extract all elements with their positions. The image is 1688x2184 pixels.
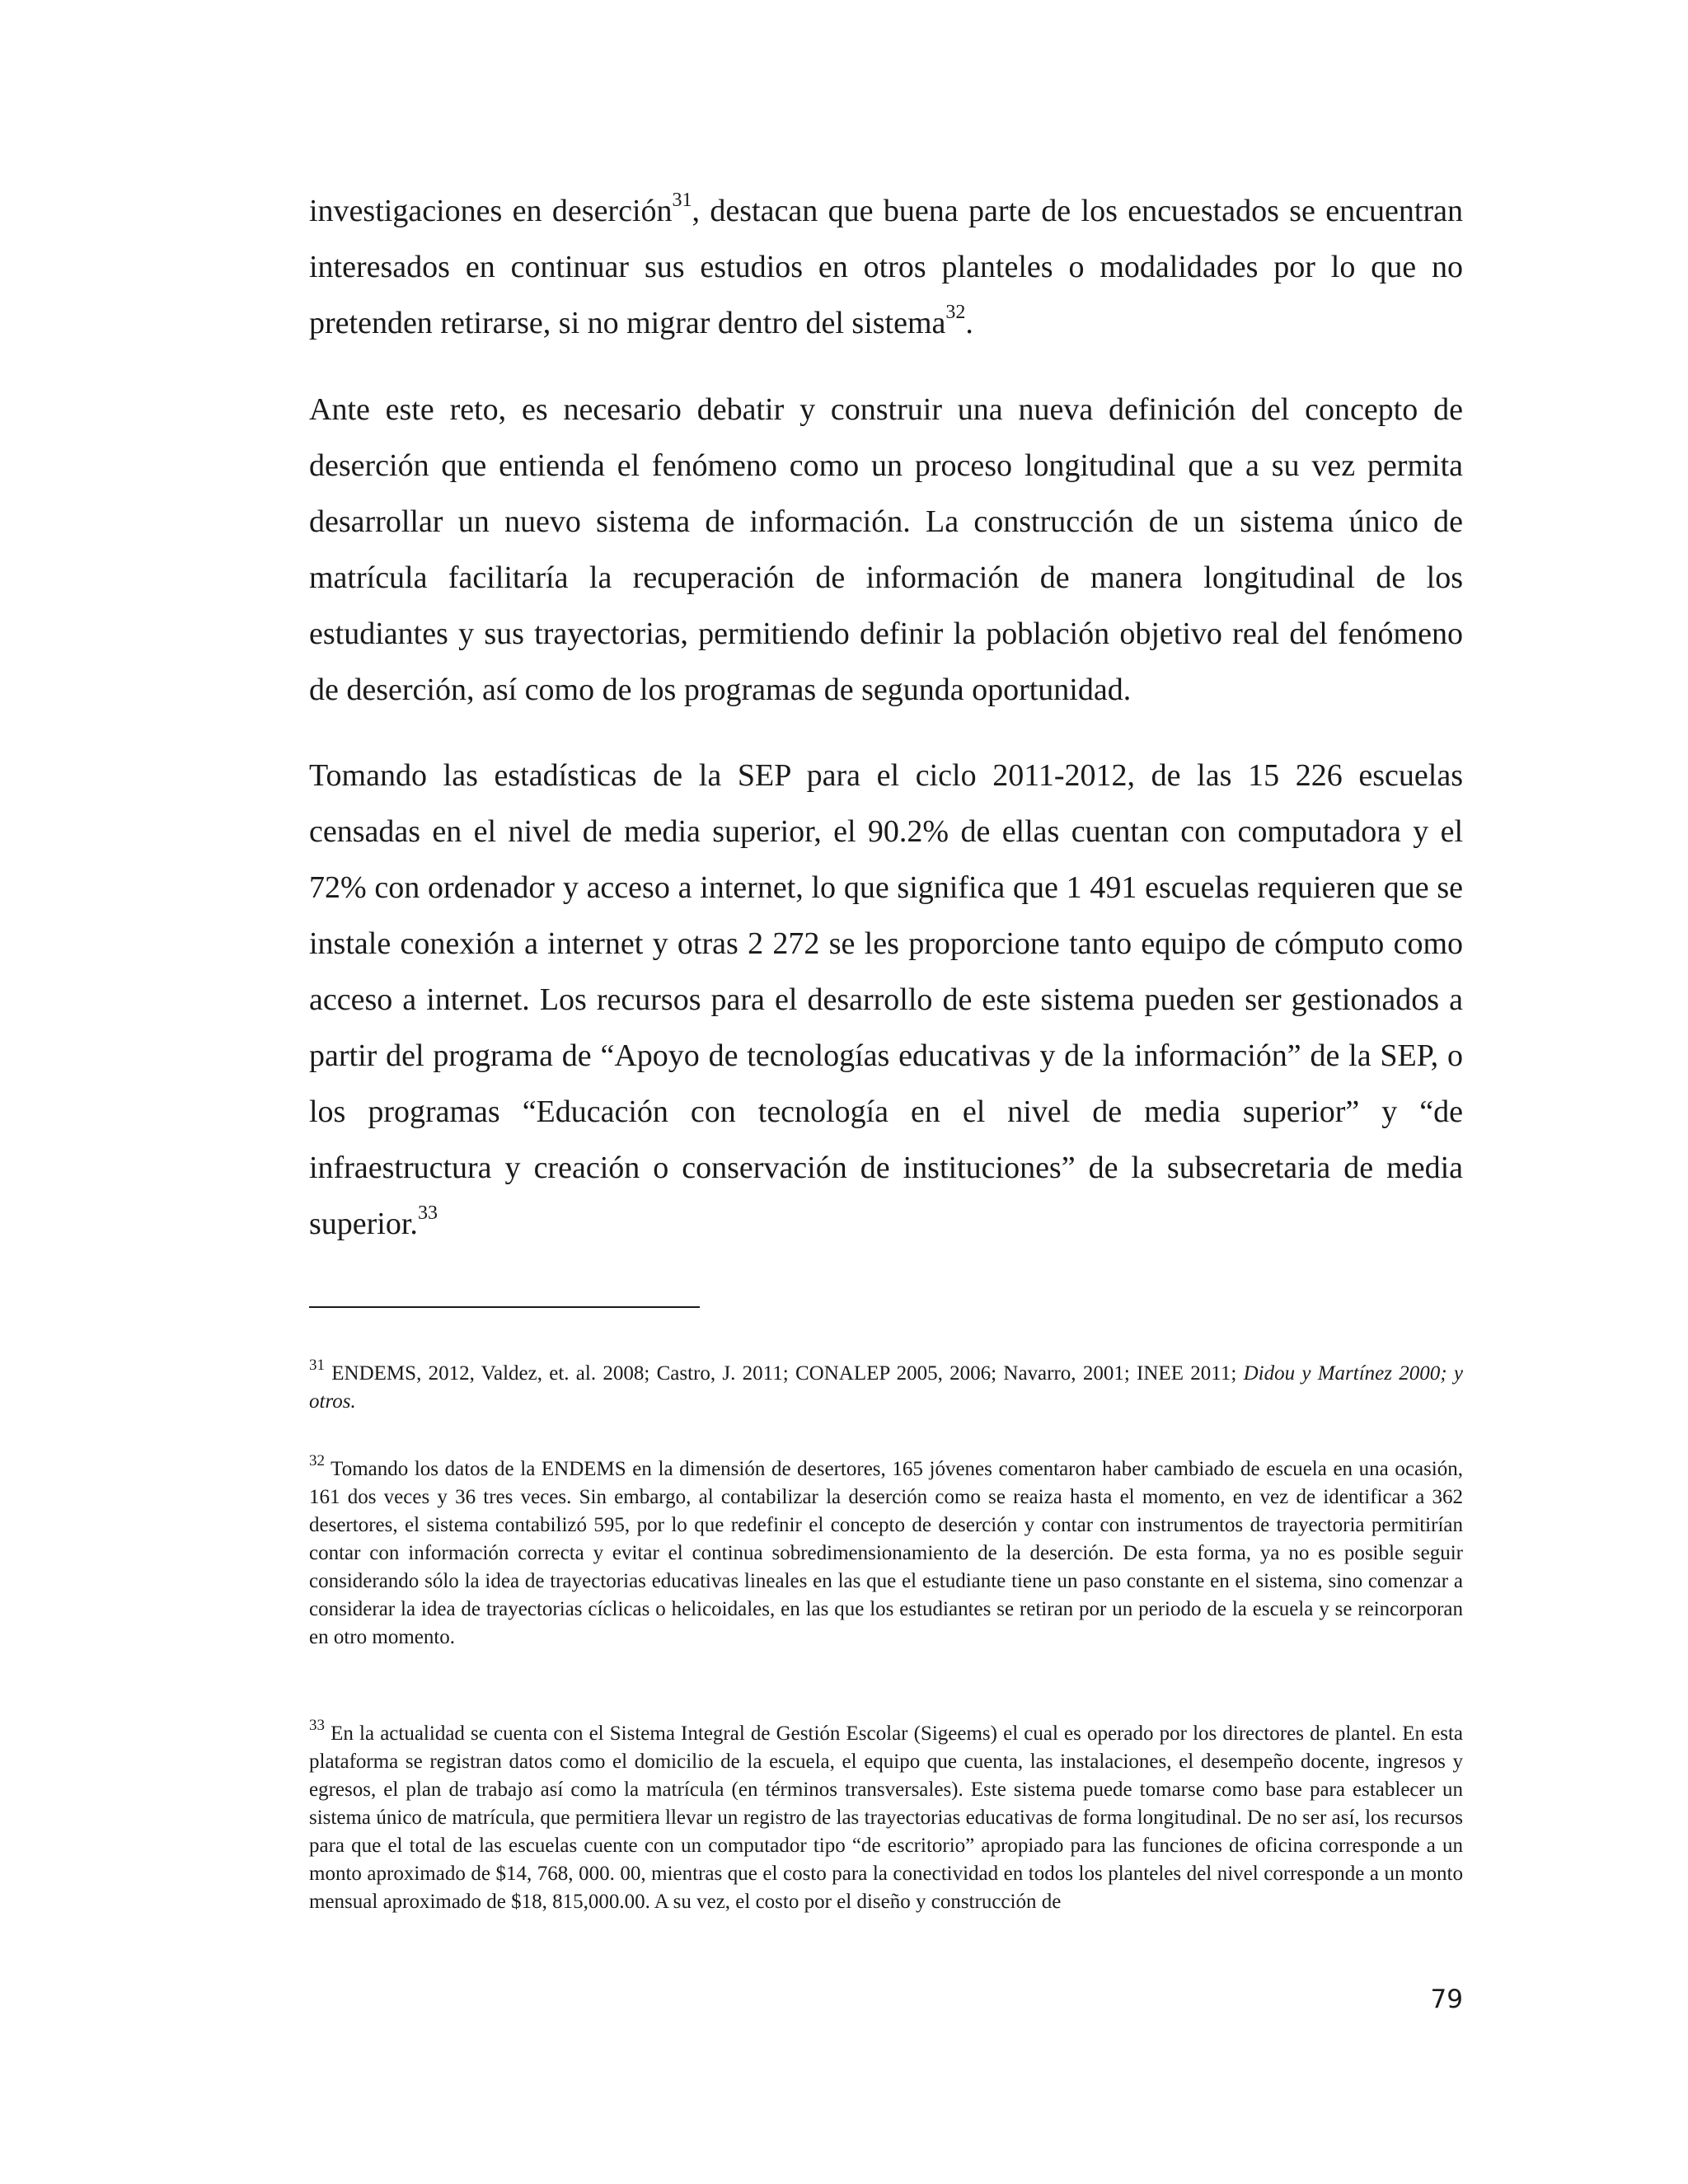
footnote-marker-33: 33 [309, 1717, 325, 1734]
footnote-31-italic: Didou y Martínez 2000; y otros. [309, 1362, 1463, 1413]
p1-text-end: . [965, 306, 973, 340]
footnote-separator [309, 1306, 700, 1308]
p1-text-start: investigaciones en deserción [309, 194, 673, 228]
page-number: 79 [1430, 1985, 1463, 2014]
body-paragraph-3 [309, 748, 1463, 1252]
footnote-ref-33[interactable]: 33 [417, 1202, 438, 1224]
p1-text-middle: , destacan que buena parte de los encuestados se encuentran interesados en continuar sus estudios en otros planteles o modalidades por lo que no pretenden retirarse, si no migrar dentro del sistema [309, 194, 1463, 340]
footnote-31 [309, 1357, 1463, 1416]
footnote-marker-32: 32 [309, 1452, 325, 1469]
body-paragraph-2: Ante este reto, es necesario debatir y construir una nueva definición del concepto de deserción que entienda el fenómeno como un proceso longitudinal que a su vez permita desarrollar un nuevo sistema de información. La construcción de un sistema único de matrícula facilitaría la recuperación de información de manera longitudinal de los estudiantes y sus trayectorias, permitiendo definir la población objetivo real del fenómeno de deserción, así como de los programas de segunda oportunidad. [309, 392, 1463, 707]
footnote-31-text: ENDEMS, 2012, Valdez, et. al. 2008; Castro, J. 2011; CONALEP 2005, 2006; Navarro, 2001; INEE 2011; [325, 1362, 1244, 1385]
footnote-33 [309, 1717, 1463, 1916]
p3-text: Tomando las estadísticas de la SEP para el ciclo 2011-2012, de las 15 226 escuelas censadas en el nivel de media superior, el 90.2% de ellas cuentan con computadora y el 72% con ordenador y acceso a internet, lo que significa que 1 491 escuelas requieren que se instale conexión a internet y otras 2 272 se les proporcione tanto equipo de cómputo como acceso a internet. Los recursos para el desarrollo de este sistema pueden ser gestionados a partir del programa de “Apoyo de tecnologías educativas y de la información” de la SEP, o los programas “Educación con tecnología en el nivel de media superior” y “de infraestructura y creación o conservación de instituciones” de la subsecretaria de media superior. [309, 758, 1463, 1241]
footnote-ref-31[interactable]: 31 [672, 190, 692, 211]
footnote-32-text: Tomando los datos de la ENDEMS en la dimensión de desertores, 165 jóvenes comentaron haber cambiado de escuela en una ocasión, 161 dos veces y 36 tres veces. Sin embargo, al contabilizar la deserción como se reaiza hasta el momento, en vez de identificar a 362 desertores, el sistema contabilizó 595, por lo que redefinir el concepto de deserción y contar con instrumentos de trayectoria permitirían contar con información correcta y evitar el continua sobredimensionamiento de la deserción. De esta forma, ya no es posible seguir considerando sólo la idea de trayectorias educativas lineales en las que el estudiante tiene un paso constante en el sistema, sino comenzar a considerar la idea de trayectorias cíclicas o helicoidales, en las que los estudiantes se retiran por un periodo de la escuela y se reincorporan en otro momento. [309, 1458, 1463, 1648]
footnote-marker-31: 31 [309, 1357, 325, 1374]
footnote-33-text: En la actualidad se cuenta con el Sistema Integral de Gestión Escolar (Sigeems) el cual es operado por los directores de plantel. En esta plataforma se registran datos como el domicilio de la escuela, el equipo que cuenta, las instalaciones, el desempeño docente, ingresos y egresos, el plan de trabajo así como la matrícula (en términos transversales). Este sistema puede tomarse como base para establecer un sistema único de matrícula, que permitiera llevar un registro de las trayectorias educativas de forma longitudinal. De no ser así, los recursos para que el total de las escuelas cuente con un computador tipo “de escritorio” apropiado para las funciones de oficina corresponde a un monto aproximado de $14, 768, 000. 00, mientras que el costo para la conectividad en todos los planteles del nivel corresponde a un monto mensual aproximado de $18, 815,000.00. A su vez, el costo por el diseño y construcción de [309, 1722, 1463, 1913]
footnote-32 [309, 1452, 1463, 1652]
body-paragraph-1 [309, 183, 1463, 351]
footnote-ref-32[interactable]: 32 [945, 302, 966, 323]
